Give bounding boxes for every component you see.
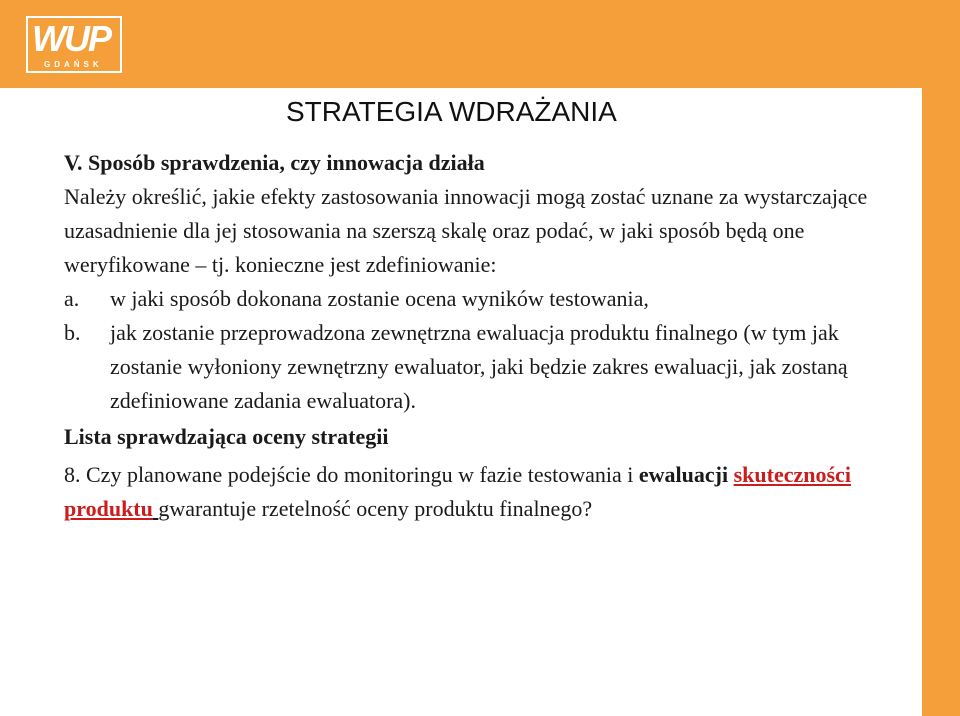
list-item xyxy=(64,316,904,418)
list-marker: a. xyxy=(64,286,80,311)
list-item-text: w jaki sposób dokonana zostanie ocena wyników testowania, xyxy=(110,286,649,311)
list-item xyxy=(64,282,904,316)
logo-subtext: GDAŃSK xyxy=(44,60,103,69)
question-text-2: gwarantuje rzetelność oceny produktu finalnego? xyxy=(158,496,593,521)
wup-logo xyxy=(26,16,122,73)
list-item-text: jak zostanie przeprowadzona zewnętrzna ewaluacja produktu finalnego (w tym jak zostanie wyłoniony zewnętrzny ewaluator, jaki będzie zakres ewaluacji, jak zostaną zdefiniowane zadania ewaluatora). xyxy=(110,320,848,413)
side-accent-bar xyxy=(922,88,960,716)
question-text-1: 8. Czy planowane podejście do monitoringu w fazie testowania i xyxy=(64,462,639,487)
question-highlight: skuteczności produktu xyxy=(64,462,851,521)
header-bar xyxy=(0,0,960,88)
slide-content xyxy=(64,146,904,526)
intro-paragraph: Należy określić, jakie efekty zastosowania innowacji mogą zostać uznane za wystarczające uzasadnienie dla jej stosowania na szerszą skalę oraz podać, w jaki sposób będą one weryfikowane – tj. konieczne jest zdefiniowanie: xyxy=(64,184,868,277)
checklist-heading: Lista sprawdzająca oceny strategii xyxy=(64,424,389,449)
logo-text: WUP xyxy=(32,18,110,59)
checklist-question xyxy=(64,458,904,526)
slide-title: STRATEGIA WDRAŻANIA xyxy=(286,96,617,127)
question-text-bold: ewaluacji xyxy=(638,462,729,487)
list-marker: b. xyxy=(64,320,81,345)
section-heading: V. Sposób sprawdzenia, czy innowacja działa xyxy=(64,150,485,175)
